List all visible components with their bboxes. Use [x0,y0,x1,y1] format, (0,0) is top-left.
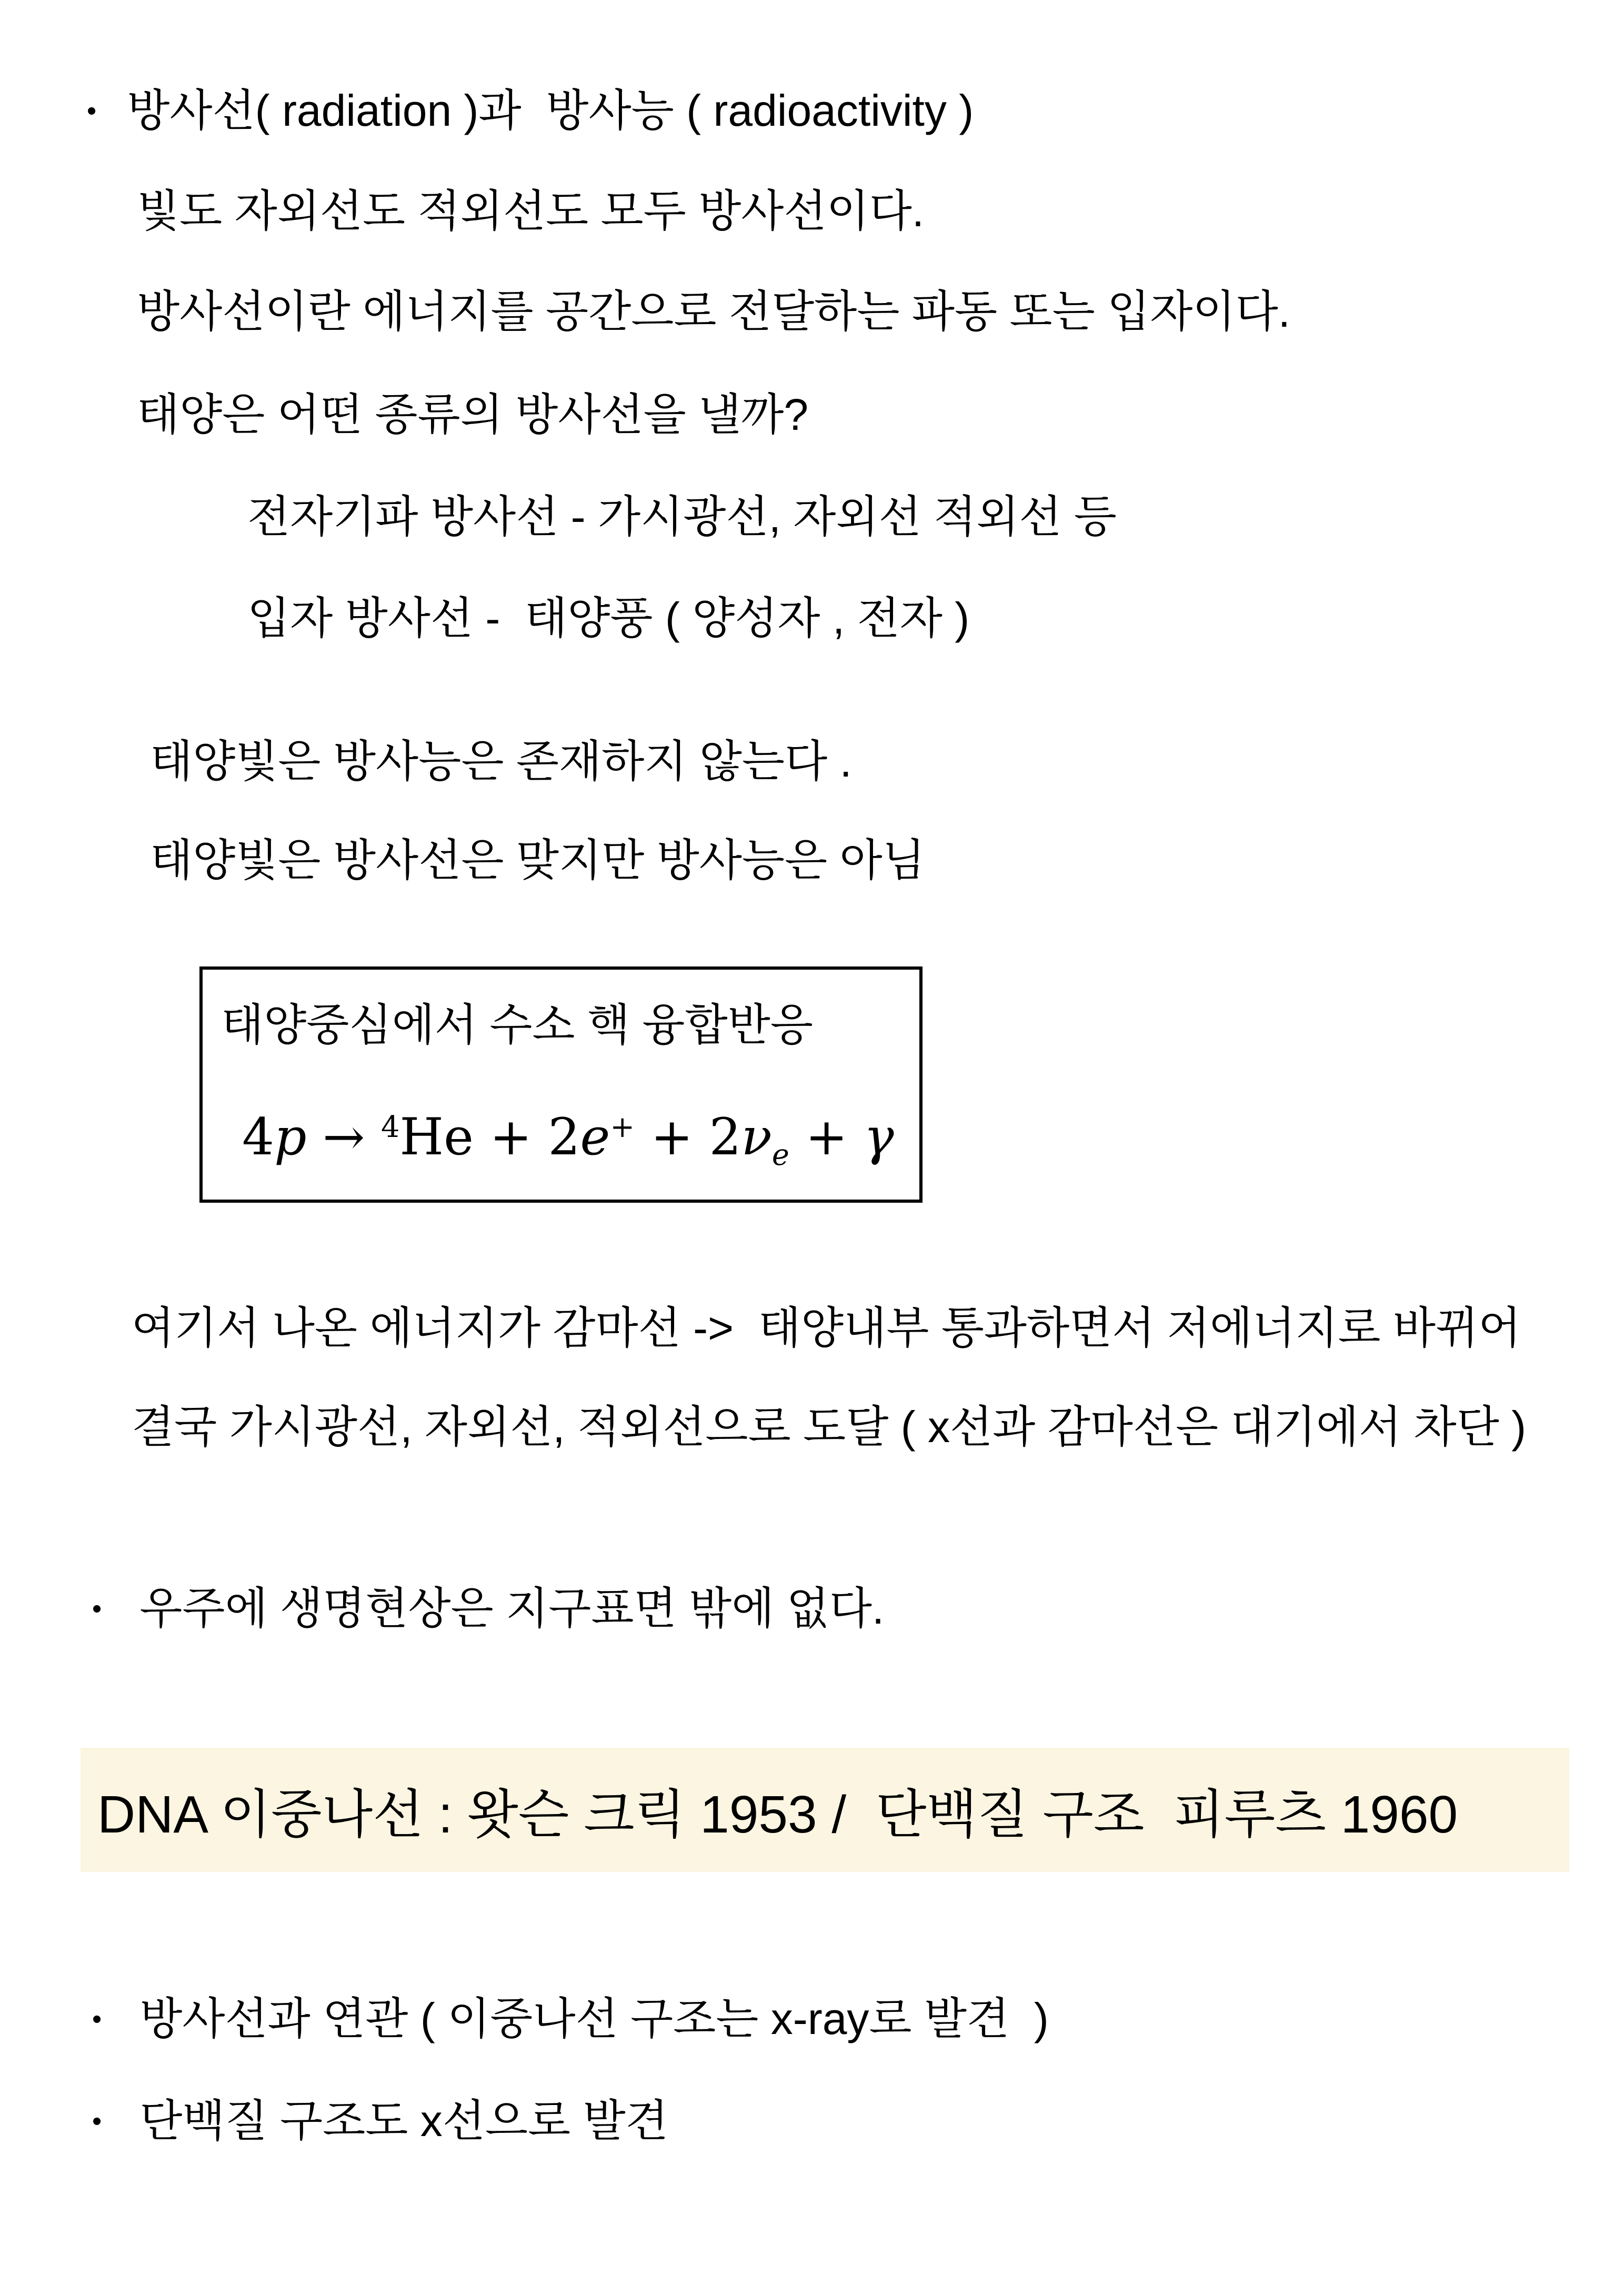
note-line-light: 빛도 자외선도 적외선도 모두 방사선이다. [137,186,925,236]
fusion-formula [242,1107,894,1172]
formula-proton: p [274,1107,307,1166]
formula-gamma: γ [864,1107,894,1166]
bullet-dot: • [87,95,97,126]
bullet-item-protein-structure [92,2093,668,2149]
note-line-sunlight-is-radiation: 태양빛은 방사선은 맞지만 방사능은 아님 [150,835,925,885]
dna-heading-highlight [81,1748,1569,1872]
note-line-sunlight-no-radioactivity: 태양빛은 방사능은 존재하지 않는다 . [150,737,852,786]
formula-neutrino: ν [741,1107,772,1166]
formula-positron: e [580,1107,610,1166]
dna-heading-text: DNA 이중나선 : 왓슨 크릭 1953 / 단백질 구조 피루츠 1960 [97,1785,1458,1844]
formula-neutrino-sub: e [771,1138,789,1173]
formula-arrow: → [306,1107,381,1166]
radiation-title-text: 방사선( radiation )과 방사능 ( radioactivity ) [127,86,974,135]
bullet-dot: • [92,2106,102,2137]
note-line-particle-radiation: 입자 방사선 - 태양풍 ( 양성자 , 전자 ) [247,593,970,643]
universe-life-text: 우주에 생명현상은 지구표면 밖에 없다. [139,1584,885,1633]
note-line-em-radiation: 전자기파 방사선 - 가시광선, 자외선 적외선 등 [247,492,1117,541]
bullet-item-universe-life [92,1581,884,1636]
xray-link-text: 방사선과 연관 ( 이중나선 구조는 x-ray로 발견 ) [139,1994,1049,2043]
note-line-definition: 방사선이란 에너지를 공간으로 전달하는 파동 또는 입자이다. [137,287,1290,336]
note-line-gamma1: 여기서 나온 에너지가 감마선 -> 태양내부 통과하면서 저에너지로 바뀌어 [132,1303,1521,1353]
bullet-item-radiation [87,83,974,138]
formula-plus2: + 2 [634,1107,741,1166]
protein-structure-text: 단백질 구조도 x선으로 발견 [139,2096,668,2146]
note-line-gamma2: 결국 가시광선, 자외선, 적외선으로 도달 ( x선과 감마선은 대기에서 차단 ) [132,1402,1527,1452]
formula-plus3: + [789,1107,864,1166]
formula-mass-number: 4 [381,1110,400,1144]
formula-helium: He + 2 [399,1107,580,1166]
bullet-item-xray-link [92,1991,1049,2047]
fusion-reaction-box [199,966,923,1203]
bullet-dot: • [92,1593,102,1624]
formula-positron-charge: + [610,1110,635,1144]
note-line-sun-question: 태양은 어떤 종류의 방사선을 낼까? [137,390,809,439]
formula-coeff: 4 [242,1107,275,1166]
fusion-box-title: 태양중심에서 수소 핵 융합반응 [221,1000,813,1050]
bullet-dot: • [92,2003,102,2035]
